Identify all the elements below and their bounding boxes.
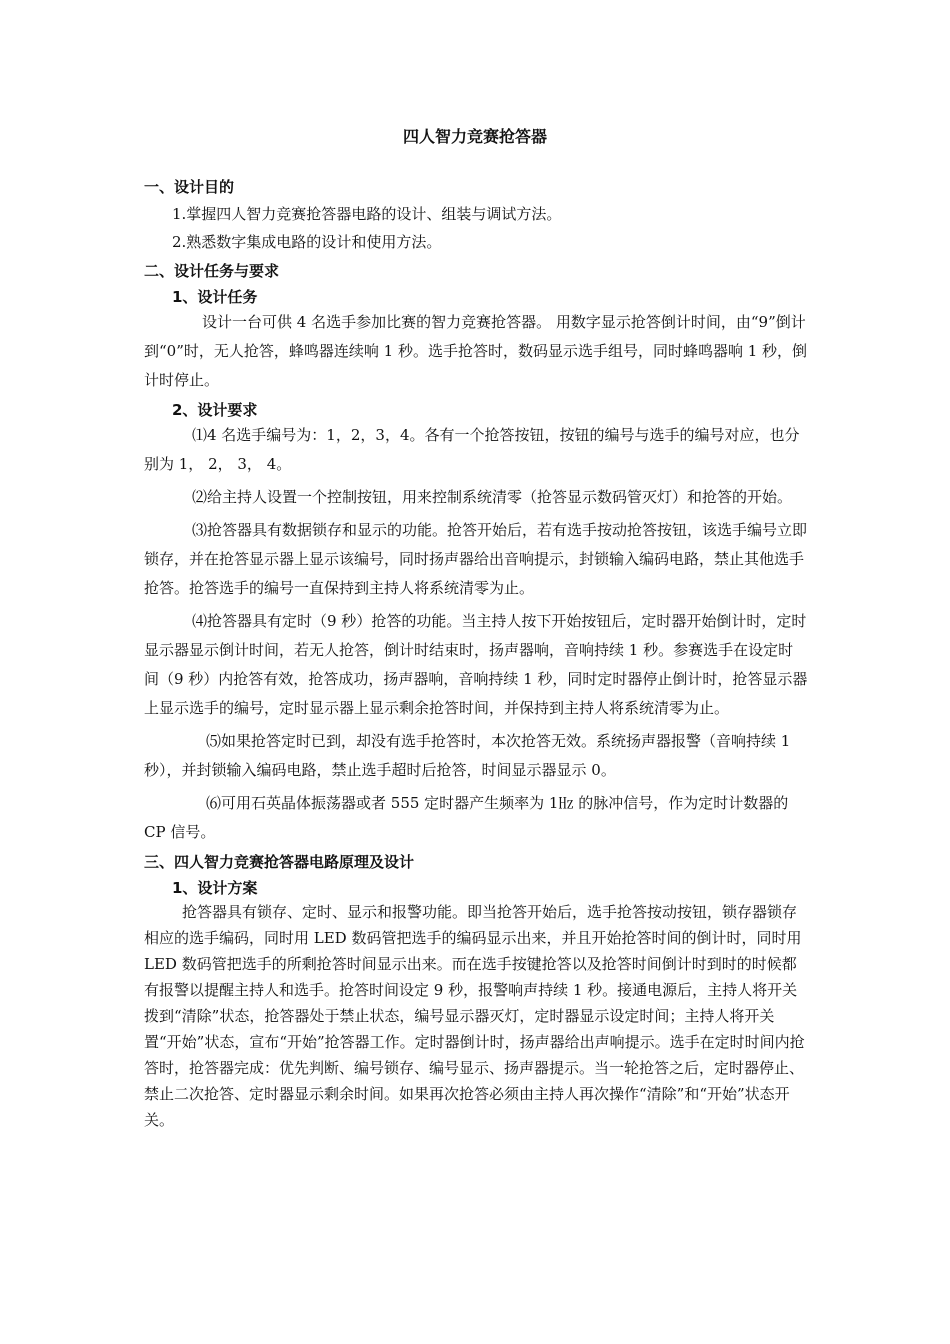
requirement-5: ⑸如果抢答定时已到，却没有选手抢答时，本次抢答无效。系统扬声器报警（音响持续 1 秒），并封锁输入编码电路，禁止选手超时后抢答，时间显示器显示 0。 [144,732,791,779]
document-body [144,176,808,1133]
s2-sub2-heading: 2、设计要求 [172,401,258,419]
s3-sub1-text: 抢答器具有锁存、定时、显示和报警功能。即当抢答开始后，选手抢答按动按钮，锁存器锁存相应的选手编码，同时用 LED 数码管把选手的编码显示出来，并且开始抢答时间的倒计时，同时用 LED 数码管把选手的所剩抢答时间显示出来。而在选手按键抢答以及抢答时间倒计时到时的时候都有报警以提醒主持人和选手。抢答时间设定 9 秒，报警响声持续 1 秒。接通电源后，主持人将开关拨到“清除”状态，抢答器处于禁止状态，编号显示器灭灯，定时器显示设定时间；主持人将开关置“开始”状态，宣布“开始”抢答器工作。定时器倒计时，扬声器给出声响提示。选手在定时时间内抢答时，抢答器完成：优先判断、编号锁存、编号显示、扬声器提示。当一轮抢答之后，定时器停止、禁止二次抢答、定时器显示剩余时间。如果再次抢答必须由主持人再次操作“清除”和“开始”状态开关。 [144,903,805,1129]
s2-sub1-heading: 1、设计任务 [172,288,258,306]
section-1-heading: 一、设计目的 [144,178,235,196]
requirement-4: ⑷抢答器具有定时（9 秒）抢答的功能。当主持人按下开始按钮后，定时器开始倒计时，定时显示器显示倒计时间，若无人抢答，倒计时结束时，扬声器响，音响持续 1 秒。参赛选手在设定时间（9 秒）内抢答有效，抢答成功，扬声器响，音响持续 1 秒，同时定时器停止倒计时，抢答显示器上显示选手的编号，定时显示器上显示剩余抢答时间，并保持到主持人将系统清零为止。 [144,612,808,717]
requirement-1: ⑴4 名选手编号为：1，2，3，4。各有一个抢答按钮，按钮的编号与选手的编号对应，也分别为 1， 2， 3， 4。 [144,426,800,473]
requirement-3: ⑶抢答器具有数据锁存和显示的功能。抢答开始后，若有选手按动抢答按钮，该选手编号立即锁存，并在抢答显示器上显示该编号，同时扬声器给出音响提示，封锁输入编码电路，禁止其他选手抢答。抢答选手的编号一直保持到主持人将系统清零为止。 [144,521,808,597]
s2-sub1-text: 设计一台可供 4 名选手参加比赛的智力竞赛抢答器。 用数字显示抢答倒计时间，由“9”倒计到“0”时，无人抢答，蜂鸣器连续响 1 秒。选手抢答时，数码显示选手组号，同时蜂鸣器响 1 秒，倒计时停止。 [144,313,808,389]
requirement-6: ⑹可用石英晶体振荡器或者 555 定时器产生频率为 1㎐ 的脉冲信号，作为定时计数器的 CP 信号。 [144,794,789,841]
document-title: 四人智力竞赛抢答器 [402,127,547,146]
s3-sub1-heading: 1、设计方案 [172,879,258,897]
requirement-2: ⑵给主持人设置一个控制按钮，用来控制系统清零（抢答显示数码管灭灯）和抢答的开始。 [192,488,793,506]
s1-item-1: 1.掌握四人智力竞赛抢答器电路的设计、组装与调试方法。 [172,205,562,223]
section-3-heading: 三、四人智力竞赛抢答器电路原理及设计 [144,853,415,871]
section-2-heading: 二、设计任务与要求 [144,262,280,280]
s1-item-2: 2.熟悉数字集成电路的设计和使用方法。 [172,233,442,251]
